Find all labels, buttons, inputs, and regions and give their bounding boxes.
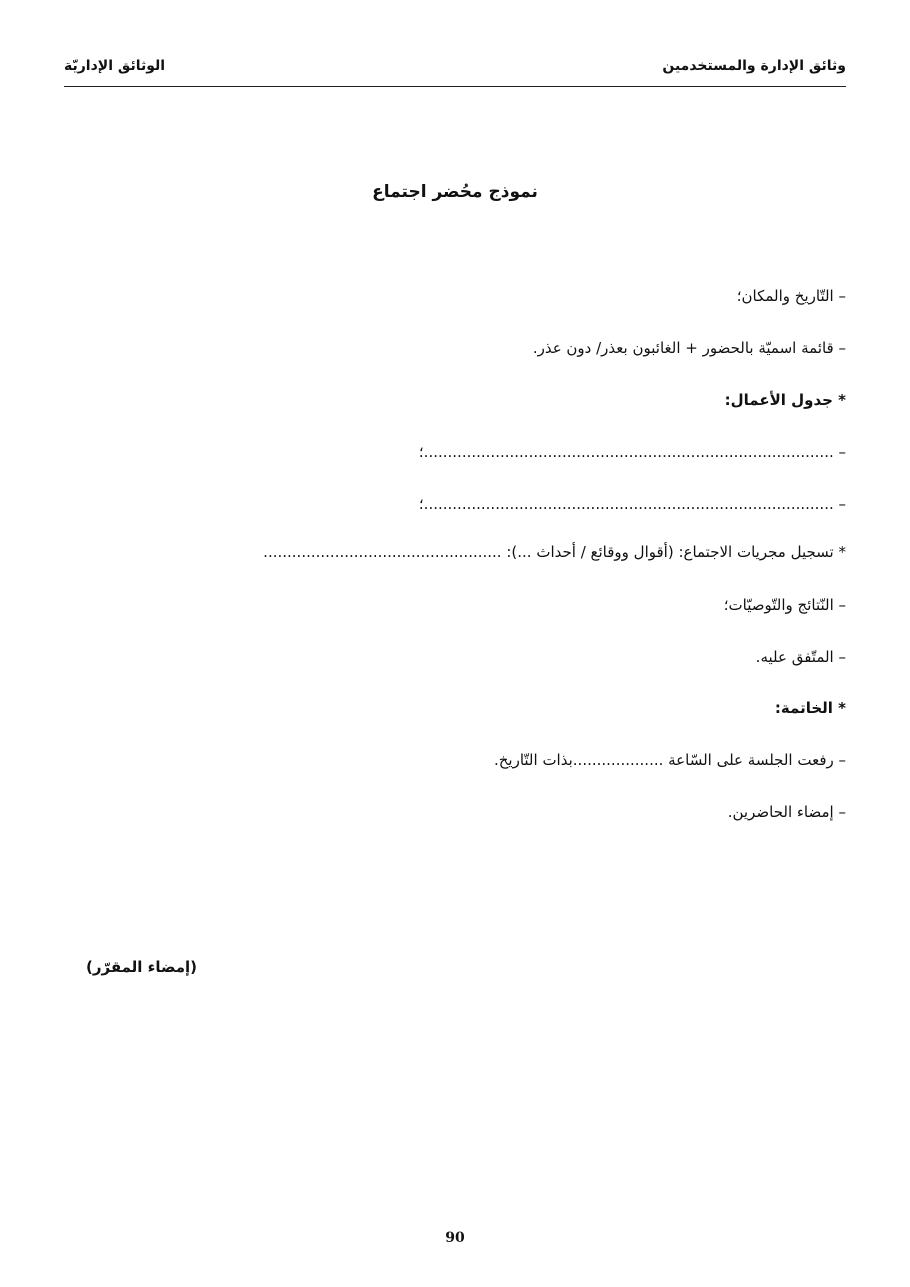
document-title: نموذج محُضر اجتماع [372, 182, 538, 202]
line-agreed-upon: – المتّفق عليه. [755, 648, 846, 666]
running-header-chapter: الوثائق الإداريّة [64, 58, 166, 74]
line-results-recommendations: – النّتائج والتّوصيّات؛ [723, 596, 846, 614]
page-number: 90 [445, 1230, 465, 1246]
heading-conclusion: * الخاتمة: [774, 699, 846, 717]
line-attendance-list: – قائمة اسميّة بالحضور + الغائبون بعذر/ دون عذر. [532, 339, 846, 357]
header-divider [64, 86, 846, 87]
line-date-place: – التّاريخ والمكان؛ [736, 287, 846, 305]
rapporteur-signature: (إمضاء المقرّر) [86, 958, 198, 976]
agenda-blank-line-2: – ......................................................................................؛ [418, 495, 846, 513]
running-header-section: وثائق الإدارة والمستخدمين [662, 58, 846, 74]
line-attendees-signature: – إمضاء الحاضرين. [727, 803, 846, 821]
agenda-blank-line-1: – ......................................................................................؛ [418, 443, 846, 461]
line-meeting-record: * تسجيل مجريات الاجتماع: (أقوال ووقائع / أحداث ...): .................................................. [263, 543, 846, 561]
line-session-closed: – رفعت الجلسة على السّاعة ...................بذات التّاريخ. [493, 751, 846, 769]
heading-agenda: * جدول الأعمال: [724, 391, 846, 409]
